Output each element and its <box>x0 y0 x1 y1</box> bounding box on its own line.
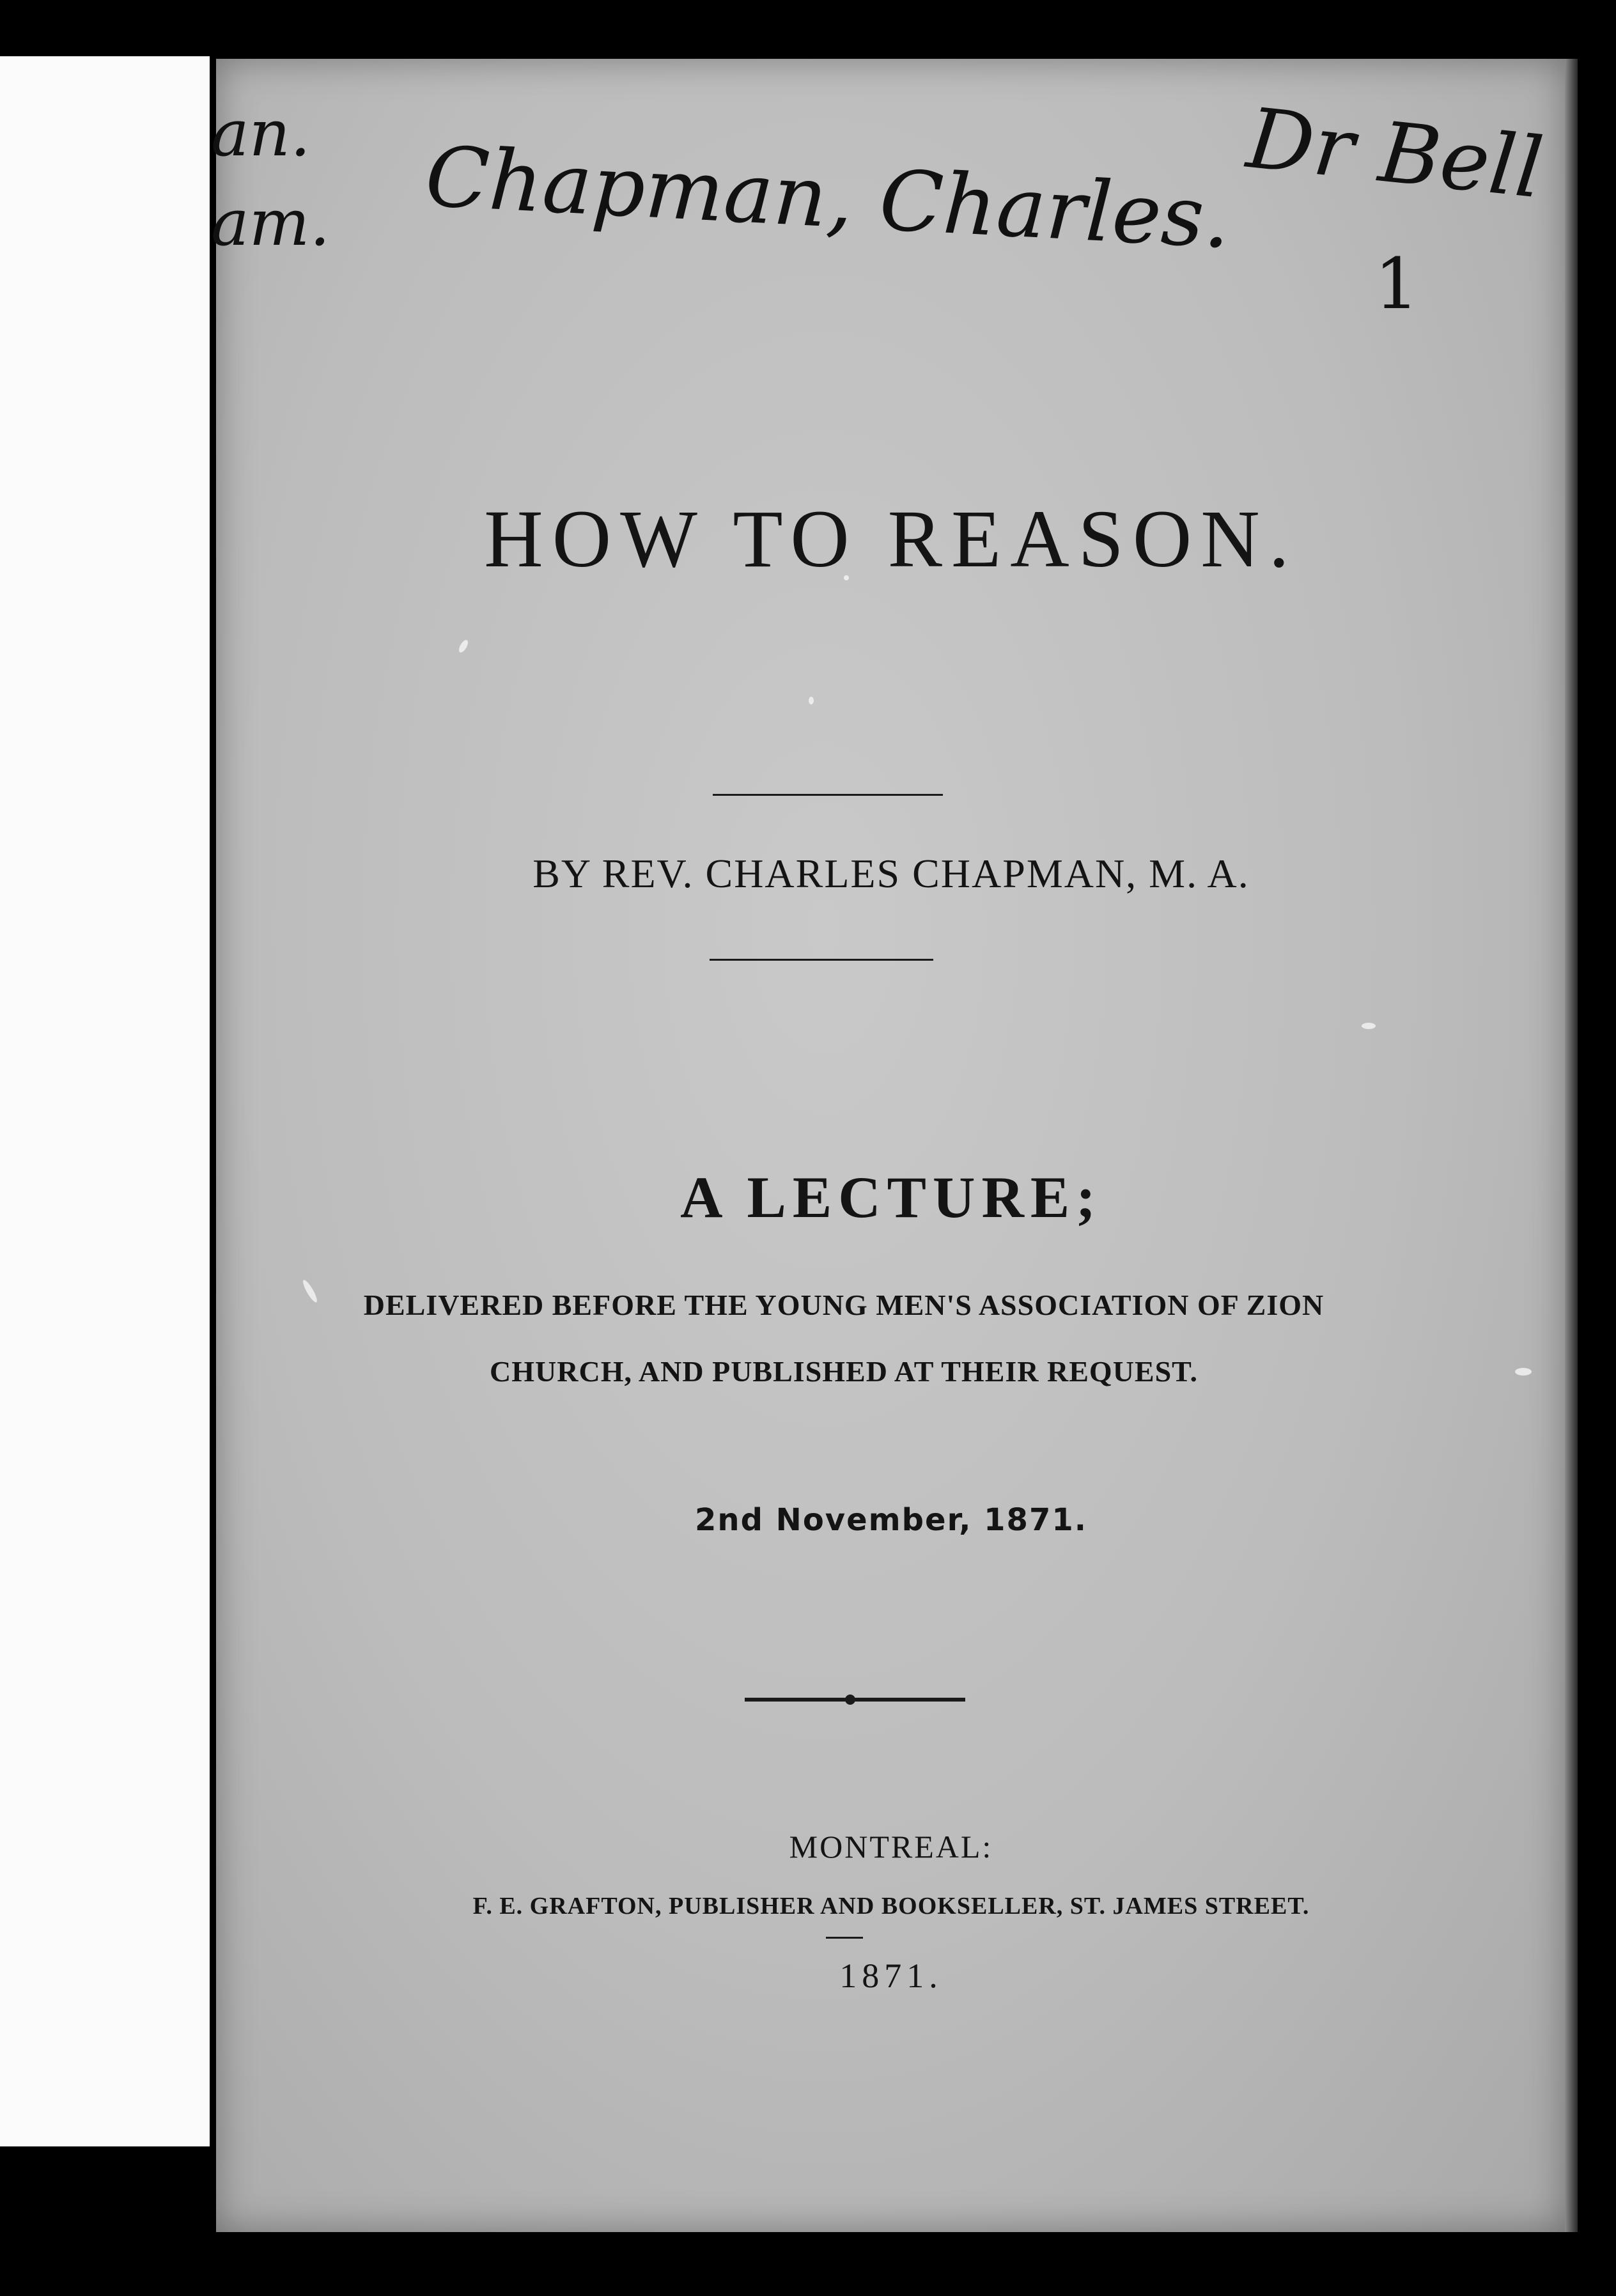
imprint-year: 1871. <box>839 1957 943 1995</box>
divider-rule <box>710 959 933 961</box>
lecture-heading: A LECTURE; <box>680 1165 1102 1230</box>
dust-speck <box>809 697 814 704</box>
facing-page-edge <box>0 56 210 2146</box>
dust-speck <box>1515 1368 1532 1376</box>
lecture-date: 2nd November, 1871. <box>695 1502 1087 1538</box>
imprint-city: MONTREAL: <box>789 1829 993 1865</box>
handwritten-mark: 1 <box>1374 243 1419 325</box>
handwritten-margin-note: an. <box>211 96 311 171</box>
lecture-description: DELIVERED BEFORE THE YOUNG MEN'S ASSOCIATION OF ZION CHURCH, AND PUBLISHED AT THEIR REQUEST. <box>363 1289 1325 1388</box>
imprint-rule <box>826 1937 863 1939</box>
handwritten-margin-note: am. <box>211 185 330 260</box>
ornamental-rule-dot <box>845 1695 855 1705</box>
handwritten-owner-note: Dr Bell <box>1243 89 1548 217</box>
divider-rule <box>713 794 943 796</box>
page-shadow-edge <box>1565 59 1578 2232</box>
author-line: BY REV. CHARLES CHAPMAN, M. A. <box>532 851 1250 896</box>
handwritten-author-name: Chapman, Charles. <box>423 128 1233 267</box>
imprint-publisher: F. E. GRAFTON, PUBLISHER AND BOOKSELLER, ST. JAMES STREET. <box>472 1893 1310 1920</box>
book-title: HOW TO REASON. <box>484 493 1298 584</box>
dust-speck <box>1362 1023 1376 1029</box>
